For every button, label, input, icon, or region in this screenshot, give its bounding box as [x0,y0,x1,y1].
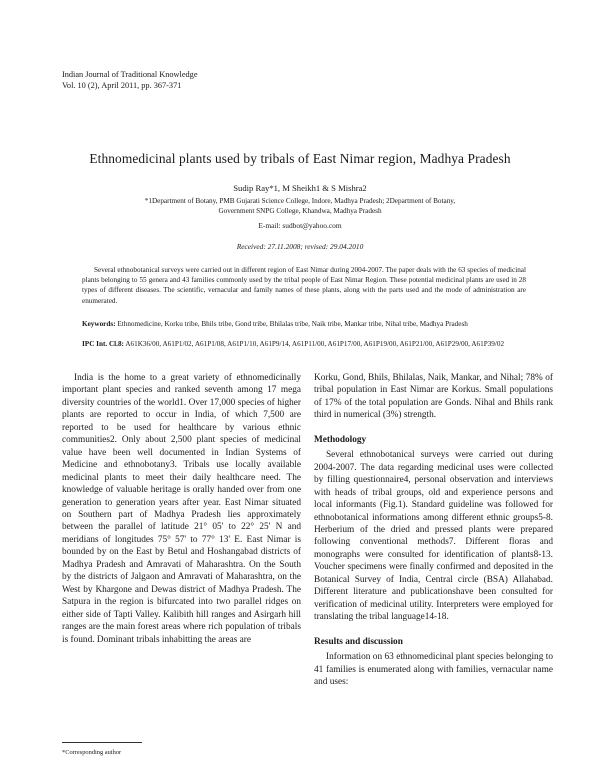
footnote: *Corresponding author [62,749,122,756]
intro-paragraph: India is the home to a great variety of ethnomedicinally important plant species and ranked seventh among 17 mega diversity countries of the world1. Over 17,000 species of higher plants are reported to occur in India, of which 7,500 are reported to be used for healthcare by various ethnic communities2. Only about 2,500 plant species of medicinal value have been well documented in Indian Systems of Medicine and ethnobotany3. Tribals use locally available medicinal plants to meet their daily healthcare need. The knowledge of valuable heritage is orally handed over from one generation to generation years after year. East Nimar situated on Southern part of Madhya Pradesh lies approximately between the parallel of latitude 21° 05' to 22° 25' N and meridians of longitudes 75° 57' to 77° 13' E. East Nimar is bounded by on the East by Betul and Hoshangabad districts of Madhya Pradesh and Amravati of Maharashtra. On the South by the districts of Jalgaon and Amravati of Maharashtra, on the West by Khargone and Dewas district of Madhya Pradesh. The Satpura in the region is bifurcated into two parallel ridges on either side of Tapti Valley. Kalibith hill ranges and Asirgarh hill ranges are the main forest areas where rich population of tribals is found. Dominant tribals inhabitting the areas are [62,373,301,645]
journal-name: Indian Journal of Traditional Knowledge [62,70,198,79]
intro-continuation: Korku, Gond, Bhils, Bhilalas, Naik, Mankar, and Nihal; 78% of tribal population in East Nimar are Korkus. Small populations of 17% of the total population are Gonds. Nihal and Bhils rank third in numerical (3%) strength. [314,373,553,421]
journal-volume: Vol. 10 (2), April 2011, pp. 367-371 [62,80,182,90]
ipc-text: A61K36/00, A61P1/02, A61P1/08, A61P1/10, A61P9/14, A61P11/00, A61P17/00, A61P19/00, A61P21/00, A61P29/00, A61P39/02 [125,340,505,348]
body-column-right [314,372,553,688]
footnote-rule [62,742,142,743]
paper-title: Ethnomedicinal plants used by tribals of East Nimar region, Madhya Pradesh [89,151,511,166]
results-heading: Results and discussion [314,636,403,647]
ipc-classification [82,339,526,349]
author-email: E-mail: sudbot@yahoo.com [258,221,342,230]
affiliation-line-2: Government SNPG College, Khandwa, Madhya Pradesh [218,207,382,215]
affiliations [112,196,488,216]
methodology-paragraph: Several ethnobotanical surveys were carried out during 2004-2007. The data regarding medicinal uses were collected by filling questionnaire4, personal observation and interviews with heads of tribal groups, old and experience persons and local informants (Fig.1). Standard guideline was followed for ethnobotanical informations among different ethnic groups5-8. Herberium of the dried and pressed plants were prepared following conventional methods7. Different floras and monographs were consulted for identification of plants8-13. Voucher specimens were finally confirmed and deposited in the Botanical Survey of India, Central circle (BSA) Allahabad. Different literature and publicationshave been consulted for verification of medicinal utility. Interpreters were employed for translating the tribal language14-18. [314,450,553,623]
body-column-left [62,372,301,646]
author-list: Sudip Ray*1, M Sheikh1 & S Mishra2 [233,183,367,193]
keywords-text: Ethnomedicine, Korku tribe, Bhils tribe, Gond tribe, Bhilalas tribe, Naik tribe, Mankar tribe, Nihal tribe, Madhya Pradesh [117,320,468,328]
ipc-label: IPC Int. Cl.8: [82,340,124,348]
keywords [82,319,526,329]
affiliation-line-1: *1Department of Botany, PMB Gujarati Science College, Indore, Madhya Pradesh; 2Department of Botany, [144,197,456,205]
methodology-heading: Methodology [314,434,367,445]
journal-header [62,70,198,91]
abstract: Several ethnobotanical surveys were carried out in different region of East Nimar during 2004-2007. The paper deals with the 63 species of medicinal plants belonging to 55 genera and 43 families commonly used by the tribal people of East Nimar Region. These potential medicinal plants are used in 28 types of different diseases. The scientific, vernacular and family names of these plants, along with the parts used and the mode of administration are enumerated. [82,266,526,305]
keywords-label: Keywords: [82,320,116,328]
results-paragraph: Information on 63 ethnomedicinal plant species belonging to 41 families is enumerated along with families, vernacular name and uses: [314,652,553,687]
received-dates: Received: 27.11.2008; revised: 29.04.2010 [236,242,364,251]
